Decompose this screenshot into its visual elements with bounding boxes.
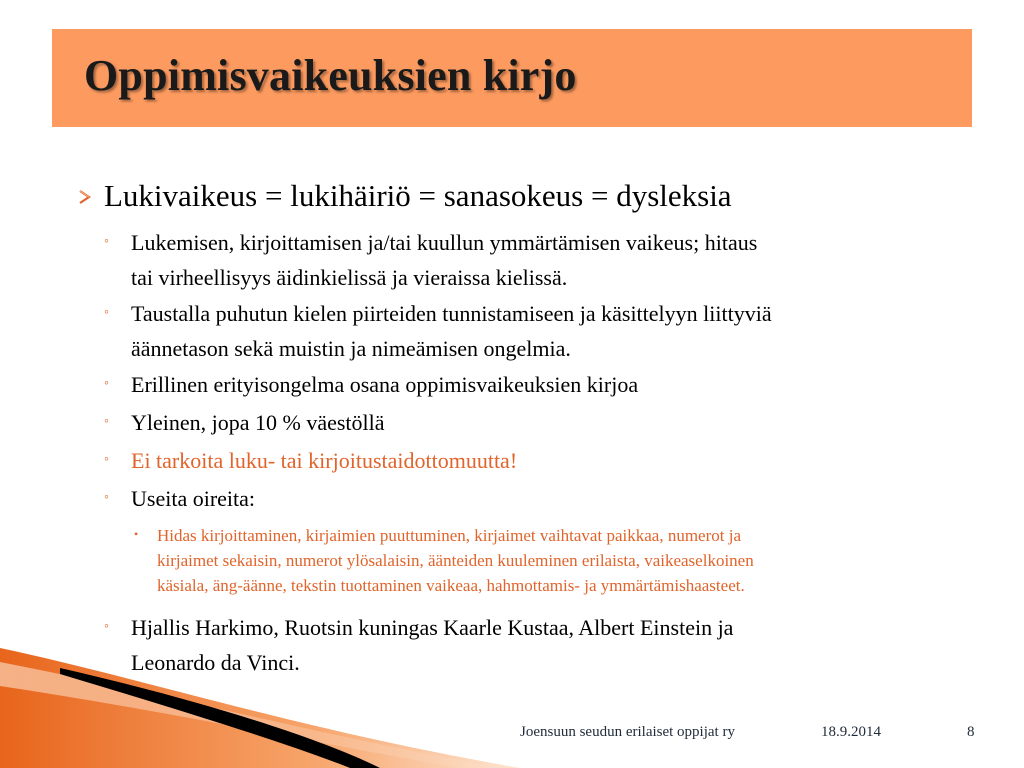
arrow-bullet-icon <box>76 188 94 206</box>
symptoms-list: Hidas kirjoittaminen, kirjaimien puuttuminen, kirjaimet vaihtavat paikkaa, numerot ja kirjaimet sekaisin, numerot ylösalaisin, äänteiden kuuleminen erilaista, vaikeaselkoinen käsiala, äng-äänne, tekstin tuottaminen vaikeaa, hahmottamis- ja ymmärtämishaasteet. <box>157 526 754 595</box>
dot-bullet-icon: • <box>134 527 139 541</box>
ring-bullet-icon: ◦ <box>104 376 109 391</box>
ring-bullet-icon: ◦ <box>104 452 109 467</box>
sub-bullet-3: Erillinen erityisongelma osana oppimisvaikeuksien kirjoa <box>131 372 639 397</box>
ring-bullet-icon: ◦ <box>104 619 109 634</box>
sub-bullet-1: Lukemisen, kirjoittamisen ja/tai kuullun ymmärtämisen vaikeus; hitaus tai virheellisyys äidinkielissä ja vieraissa kielissä. <box>131 230 758 290</box>
sub-bullet-2: Taustalla puhutun kielen piirteiden tunnistamiseen ja käsittelyyn liittyviä äännetason sekä muistin ja nimeämisen ongelmia. <box>131 301 772 361</box>
sub-bullet-4: Yleinen, jopa 10 % väestöllä <box>131 410 385 435</box>
decorative-swoosh <box>0 640 520 768</box>
ring-bullet-icon: ◦ <box>104 490 109 505</box>
ring-bullet-icon: ◦ <box>104 305 109 320</box>
footer-page-number: 8 <box>967 724 975 740</box>
main-bullet-text: Lukivaikeus = lukihäiriö = sanasokeus = dysleksia <box>104 178 732 213</box>
sub-bullet-7: Hjallis Harkimo, Ruotsin kuningas Kaarle Kustaa, Albert Einstein ja Leonardo da Vinci. <box>131 615 734 675</box>
ring-bullet-icon: ◦ <box>104 234 109 249</box>
footer-date: 18.9.2014 <box>821 724 881 740</box>
slide-title: Oppimisvaikeuksien kirjo <box>84 51 577 100</box>
orange-swoosh-shape <box>0 648 520 768</box>
footer-organization: Joensuun seudun erilaiset oppijat ry <box>520 724 735 740</box>
sub-bullet-6: Useita oireita: <box>131 486 256 511</box>
ring-bullet-icon: ◦ <box>104 414 109 429</box>
sub-bullet-5-highlight: Ei tarkoita luku- tai kirjoitustaidottomuutta! <box>131 448 518 473</box>
